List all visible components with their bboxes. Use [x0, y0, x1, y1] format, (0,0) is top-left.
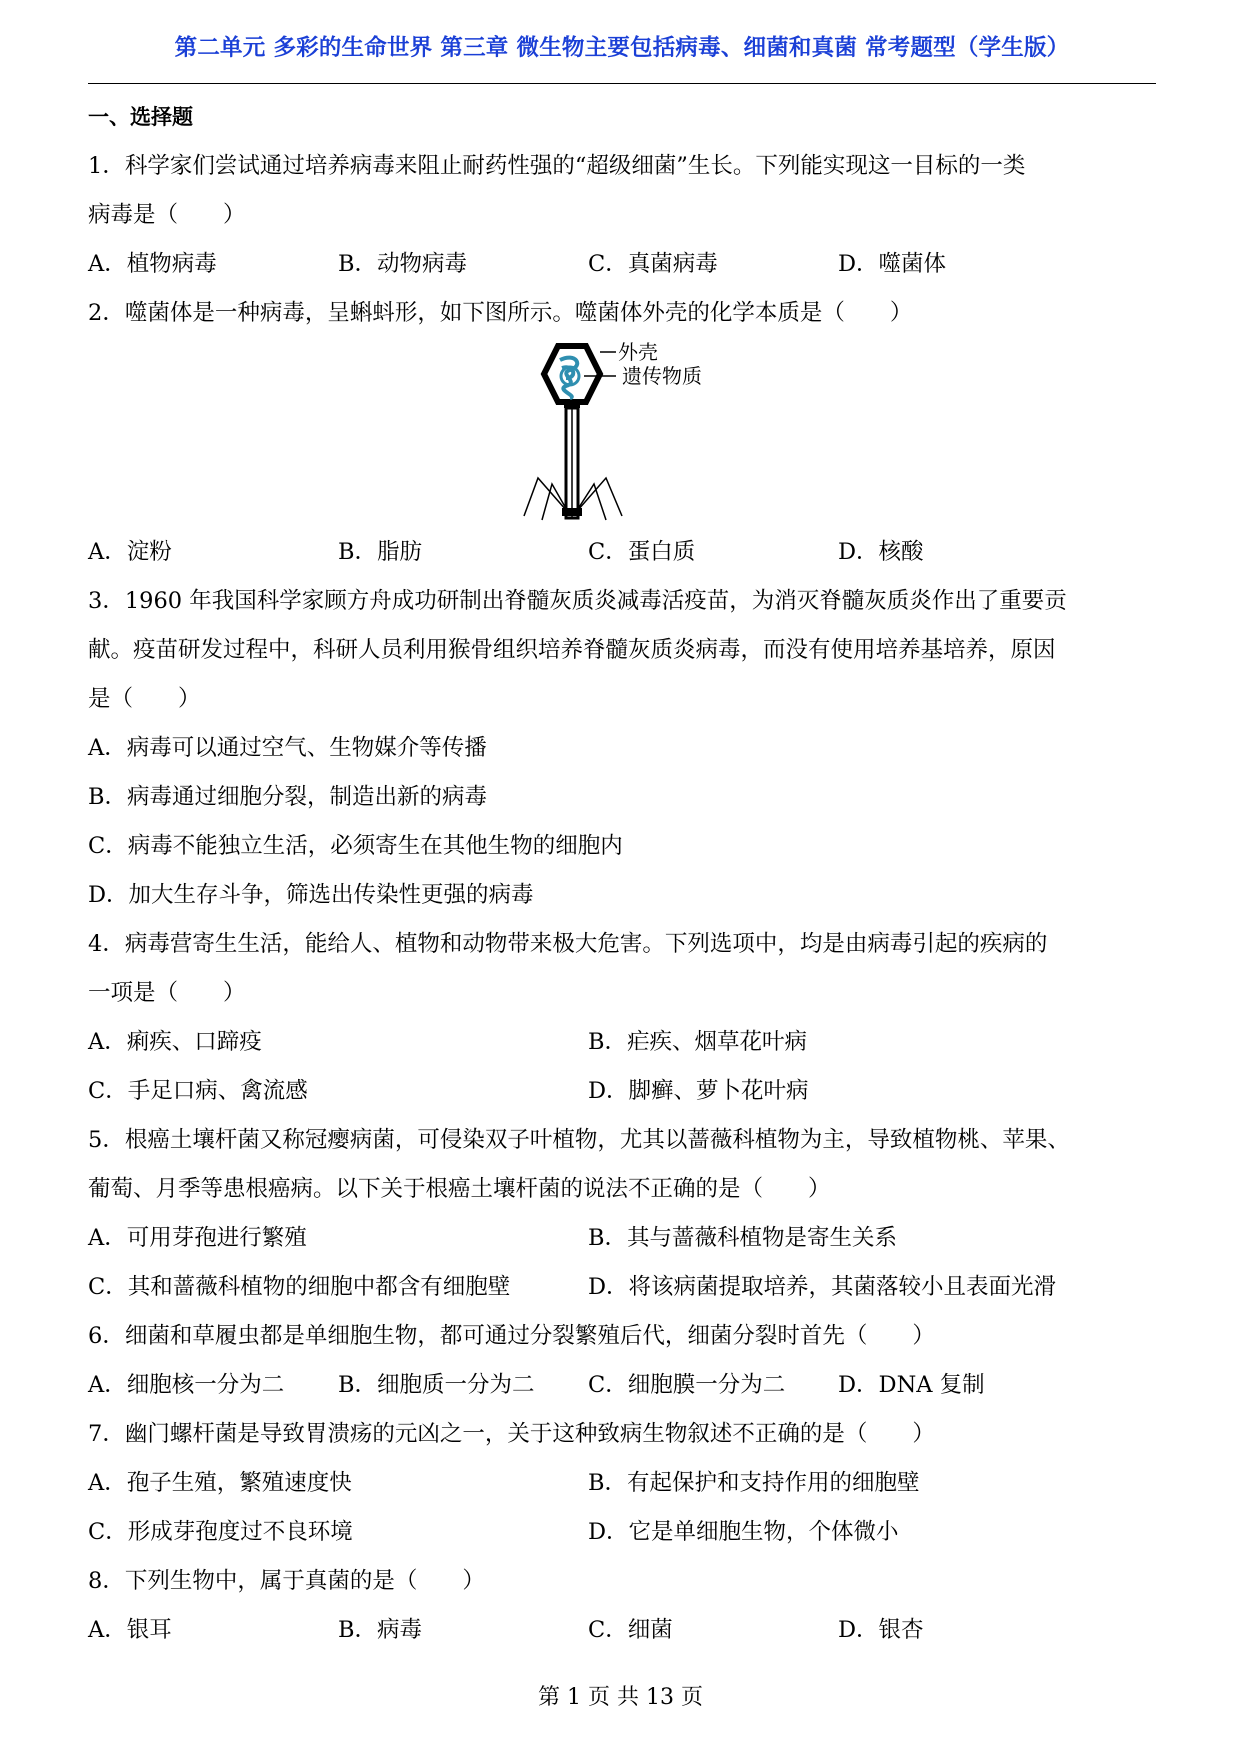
question-4-stem-line-1: 4．病毒营寄生生活，能给人、植物和动物带来极大危害。下列选项中，均是由病毒引起的疾病的: [88, 931, 1048, 957]
option-d[interactable]: D．将该病菌提取培养，其菌落较小且表面光滑: [588, 1274, 1057, 1300]
question-3-stem-line-1: 3．1960 年我国科学家顾方舟成功研制出脊髓灰质炎减毒活疫苗，为消灭脊髓灰质炎作出了重要贡: [88, 588, 1067, 614]
question-3-stem-line-2: 献。疫苗研发过程中，科研人员利用猴骨组织培养脊髓灰质炎病毒，而没有使用培养基培养，原因: [88, 637, 1056, 663]
bacteriophage-figure: [88, 338, 1156, 528]
option-b[interactable]: B．病毒通过细胞分裂，制造出新的病毒: [88, 784, 488, 810]
option-b[interactable]: B．有起保护和支持作用的细胞壁: [588, 1470, 920, 1496]
question-7-stem-line-1: 7．幽门螺杆菌是导致胃溃疡的元凶之一，关于这种致病生物叙述不正确的是（ ）: [88, 1421, 935, 1447]
option-c[interactable]: C．蛋白质: [588, 539, 696, 565]
section-title: 一、选择题: [88, 105, 193, 129]
question-2-options: [88, 528, 1156, 577]
question-8-stem-line-1: 8．下列生物中，属于真菌的是（ ）: [88, 1568, 485, 1594]
option-d[interactable]: D．噬菌体: [838, 251, 947, 277]
question-2-stem-line-1: 2．噬菌体是一种病毒，呈蝌蚪形，如下图所示。噬菌体外壳的化学本质是（ ）: [88, 300, 913, 326]
page-number: 第 1 页 共 13 页: [538, 1685, 703, 1710]
option-d[interactable]: D．核酸: [838, 539, 924, 565]
option-b[interactable]: B．动物病毒: [338, 251, 468, 277]
question-4-options-row-2: [88, 1067, 1156, 1116]
question-4-options-row-1: [88, 1018, 1156, 1067]
option-a[interactable]: A．病毒可以通过空气、生物媒介等传播: [88, 735, 487, 761]
option-c[interactable]: C．手足口病、禽流感: [88, 1078, 308, 1104]
question-6-stem-line-1: 6．细菌和草履虫都是单细胞生物，都可通过分裂繁殖后代，细菌分裂时首先（ ）: [88, 1323, 935, 1349]
question-list: [88, 93, 1156, 1655]
option-d[interactable]: D．它是单细胞生物，个体微小: [588, 1519, 899, 1545]
bacteriophage-diagram: [518, 338, 738, 524]
option-a[interactable]: A．孢子生殖，繁殖速度快: [88, 1470, 352, 1496]
option-c[interactable]: C．病毒不能独立生活，必须寄生在其他生物的细胞内: [88, 833, 623, 859]
option-a[interactable]: A．淀粉: [88, 539, 172, 565]
option-c[interactable]: C．真菌病毒: [588, 251, 718, 277]
option-b[interactable]: B．病毒: [338, 1617, 423, 1643]
option-c[interactable]: C．其和蔷薇科植物的细胞中都含有细胞壁: [88, 1274, 511, 1300]
option-b[interactable]: B．其与蔷薇科植物是寄生关系: [588, 1225, 898, 1251]
question-5-options-row-1: [88, 1214, 1156, 1263]
question-1-stem-line-2: 病毒是（ ）: [88, 202, 246, 228]
option-d[interactable]: D．银杏: [838, 1617, 924, 1643]
page-header-title: 第二单元 多彩的生命世界 第三章 微生物主要包括病毒、细菌和真菌 常考题型（学生版）: [174, 35, 1070, 61]
option-a[interactable]: A．痢疾、口蹄疫: [88, 1029, 262, 1055]
question-6-options: [88, 1361, 1156, 1410]
option-c[interactable]: C．形成芽孢度过不良环境: [88, 1519, 353, 1545]
option-b[interactable]: B．疟疾、烟草花叶病: [588, 1029, 808, 1055]
option-a[interactable]: A．可用芽孢进行繁殖: [88, 1225, 307, 1251]
question-1-options: [88, 240, 1156, 289]
question-8-options: [88, 1606, 1156, 1655]
option-b[interactable]: B．脂肪: [338, 539, 423, 565]
label-genetic-material: 遗传物质: [622, 364, 702, 388]
option-b[interactable]: B．细胞质一分为二: [338, 1372, 535, 1398]
header-divider: [88, 83, 1156, 84]
option-c[interactable]: C．细菌: [588, 1617, 673, 1643]
question-7-options-row-2: [88, 1508, 1156, 1557]
question-3-stem-line-3: 是（ ）: [88, 686, 201, 712]
option-a[interactable]: A．银耳: [88, 1617, 172, 1643]
option-a[interactable]: A．植物病毒: [88, 251, 217, 277]
question-5-stem-line-1: 5．根癌土壤杆菌又称冠瘿病菌，可侵染双子叶植物，尤其以蔷薇科植物为主，导致植物桃、苹果、: [88, 1127, 1070, 1153]
question-5-stem-line-2: 葡萄、月季等患根癌病。以下关于根癌土壤杆菌的说法不正确的是（ ）: [88, 1176, 831, 1202]
option-c[interactable]: C．细胞膜一分为二: [588, 1372, 786, 1398]
option-d[interactable]: D．DNA 复制: [838, 1372, 985, 1398]
label-capsid: 外壳: [618, 340, 658, 364]
option-a[interactable]: A．细胞核一分为二: [88, 1372, 285, 1398]
question-1-stem-line-1: 1．科学家们尝试通过培养病毒来阻止耐药性强的“超级细菌”生长。下列能实现这一目标的一类: [88, 153, 1026, 179]
question-7-options-row-1: [88, 1459, 1156, 1508]
option-d[interactable]: D．加大生存斗争，筛选出传染性更强的病毒: [88, 882, 534, 908]
question-5-options-row-2: [88, 1263, 1156, 1312]
question-4-stem-line-2: 一项是（ ）: [88, 980, 246, 1006]
option-d[interactable]: D．脚癣、萝卜花叶病: [588, 1078, 809, 1104]
